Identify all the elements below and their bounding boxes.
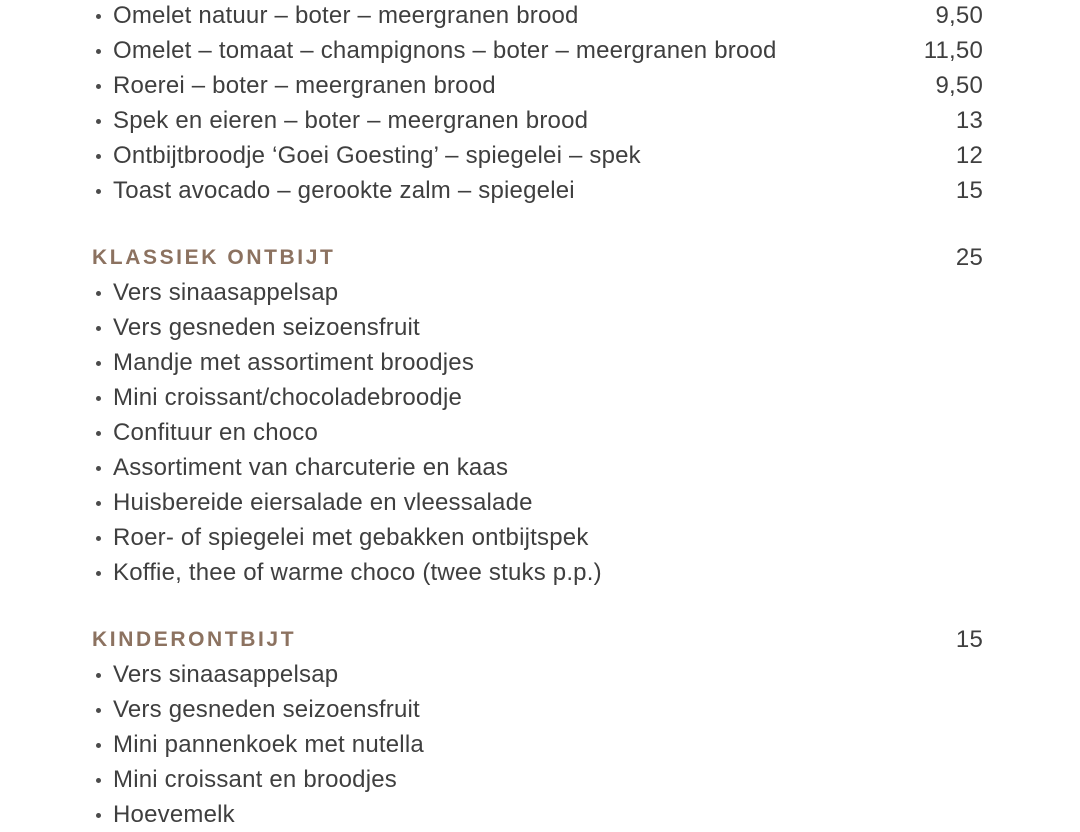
menu-item — [0, 727, 1080, 762]
bullet-icon — [96, 501, 101, 506]
menu-item-label: Omelet natuur – boter – meergranen brood — [113, 2, 579, 29]
section-price: 25 — [955, 244, 983, 271]
bullet-icon — [96, 291, 101, 296]
bullet-icon — [96, 154, 101, 159]
bullet-icon — [96, 14, 101, 19]
menu-item — [0, 68, 1080, 103]
menu-item-price: 9,50 — [935, 2, 983, 29]
menu-item-price: 12 — [955, 142, 983, 169]
menu-item-price: 9,50 — [935, 72, 983, 99]
menu-item-clipped — [0, 797, 1080, 832]
menu-item — [0, 310, 1080, 345]
bullet-icon — [96, 396, 101, 401]
menu-item-label: Spek en eieren – boter – meergranen brood — [113, 107, 589, 134]
menu-item — [0, 415, 1080, 450]
menu-item — [0, 762, 1080, 797]
menu-item-label: Vers gesneden seizoensfruit — [113, 696, 420, 723]
menu-item — [0, 103, 1080, 138]
section-title: KINDERONTBIJT — [92, 628, 297, 651]
bullet-icon — [96, 673, 101, 678]
bullet-icon — [96, 708, 101, 713]
bullet-icon — [96, 189, 101, 194]
bullet-icon — [96, 466, 101, 471]
menu-item-label: Toast avocado – gerookte zalm – spiegelei — [113, 177, 575, 204]
menu-item — [0, 692, 1080, 727]
menu-item — [0, 555, 1080, 590]
menu-item — [0, 450, 1080, 485]
bullet-icon — [96, 49, 101, 54]
menu-item — [0, 275, 1080, 310]
menu-item-label: Koffie, thee of warme choco (twee stuks p.p.) — [113, 559, 602, 586]
menu-item-label: Vers gesneden seizoensfruit — [113, 314, 420, 341]
bullet-icon — [96, 361, 101, 366]
menu-item-label: Roerei – boter – meergranen brood — [113, 72, 496, 99]
menu-item-label: Vers sinaasappelsap — [113, 279, 339, 306]
bullet-icon — [96, 431, 101, 436]
menu-item-label: Assortiment van charcuterie en kaas — [113, 454, 509, 481]
section-header-kinderontbijt — [0, 622, 1080, 657]
menu-item-label: Mini croissant en broodjes — [113, 766, 398, 793]
menu-item-label: Ontbijtbroodje ‘Goei Goesting’ – spiegelei – spek — [113, 142, 641, 169]
bullet-icon — [96, 778, 101, 783]
bullet-icon — [96, 84, 101, 89]
menu-item-label: Vers sinaasappelsap — [113, 661, 339, 688]
section-price: 15 — [955, 626, 983, 653]
menu-item — [0, 657, 1080, 692]
menu-item — [0, 485, 1080, 520]
section-header-klassiek-ontbijt — [0, 240, 1080, 275]
menu-item-label: Hoevemelk — [113, 801, 235, 828]
menu-item-label: Huisbereide eiersalade en vleessalade — [113, 489, 533, 516]
menu-item — [0, 173, 1080, 208]
bullet-icon — [96, 536, 101, 541]
menu-item-label: Roer- of spiegelei met gebakken ontbijtspek — [113, 524, 589, 551]
bullet-icon — [96, 326, 101, 331]
bullet-icon — [96, 743, 101, 748]
menu-item — [0, 345, 1080, 380]
menu-item-price: 15 — [955, 177, 983, 204]
section-title: KLASSIEK ONTBIJT — [92, 246, 336, 269]
menu-item — [0, 380, 1080, 415]
menu-item-price: 11,50 — [923, 37, 983, 64]
bullet-icon — [96, 571, 101, 576]
menu-item-label: Mini croissant/chocoladebroodje — [113, 384, 463, 411]
menu-item — [0, 520, 1080, 555]
menu-item — [0, 138, 1080, 173]
menu-item-label: Mini pannenkoek met nutella — [113, 731, 424, 758]
bullet-icon — [96, 813, 101, 818]
menu-item — [0, 0, 1080, 33]
menu-item-label: Mandje met assortiment broodjes — [113, 349, 475, 376]
menu-item-label: Omelet – tomaat – champignons – boter – meergranen brood — [113, 37, 777, 64]
menu-item — [0, 33, 1080, 68]
menu-item-label: Confituur en choco — [113, 419, 319, 446]
bullet-icon — [96, 119, 101, 124]
menu-item-price: 13 — [955, 107, 983, 134]
